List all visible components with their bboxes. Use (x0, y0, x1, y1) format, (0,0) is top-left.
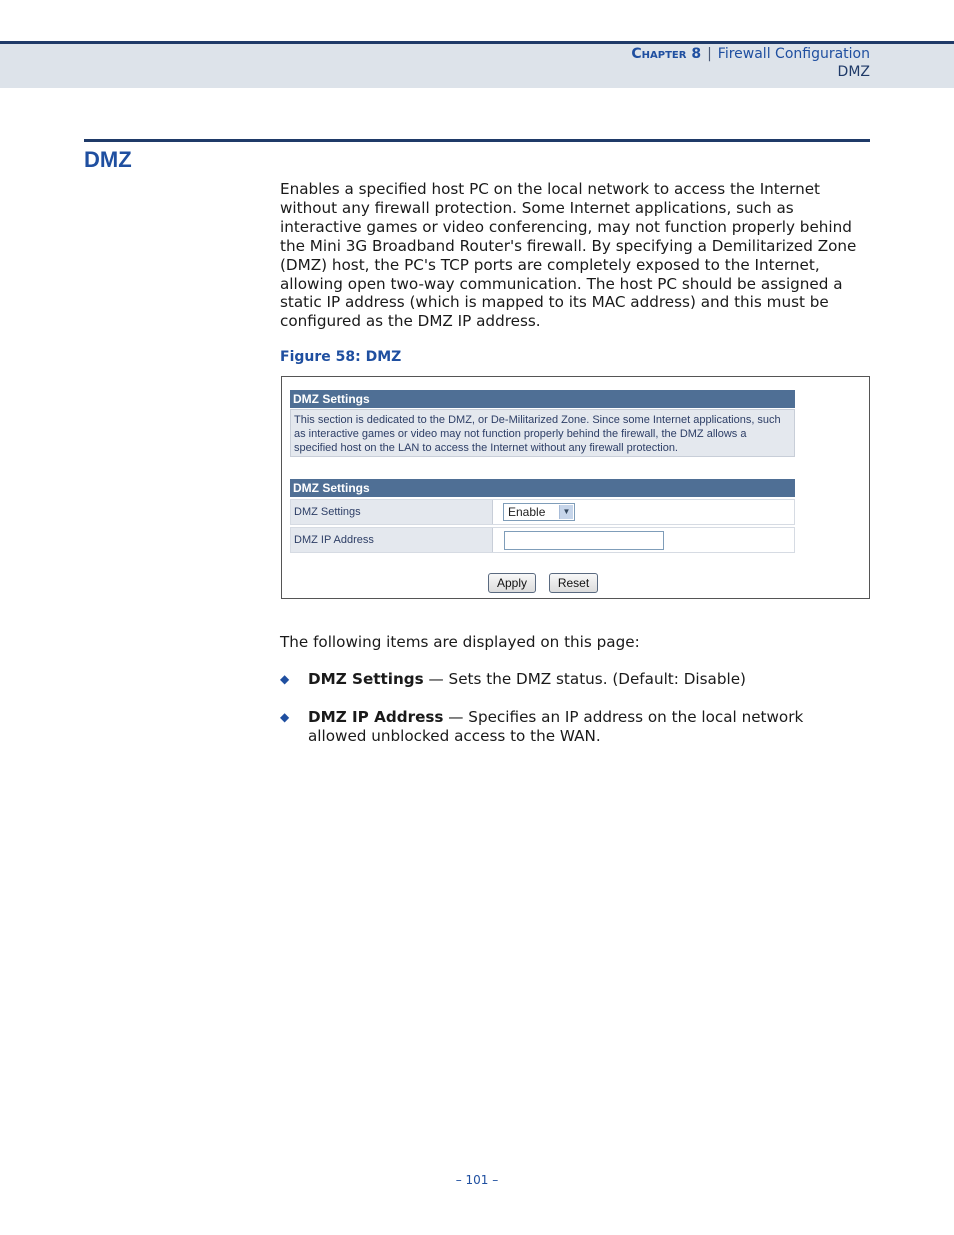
panel-header-settings: DMZ Settings (290, 479, 795, 497)
dmz-ip-input[interactable] (504, 531, 664, 550)
section-title: DMZ (84, 147, 132, 172)
chevron-down-icon[interactable]: ▼ (559, 505, 573, 519)
list-item-text (308, 670, 848, 689)
diamond-bullet-icon: ◆ (280, 710, 290, 724)
intro-paragraph: Enables a specified host PC on the local network to access the Internet without any firewall protection. Some Internet applications, such as interactive games or video conferencing, may not function properly behind the Mini 3G Broadband Router's firewall. By specifying a Demilitarized Zone (DMZ) host, the PC's TCP ports are completely exposed to the Internet, allowing open two-way communication. The host PC should be assigned a static IP address (which is mapped to its MAC address) and this must be configured as the DMZ IP address. (280, 180, 857, 331)
dmz-ip-label: DMZ IP Address (291, 528, 493, 552)
running-header-section: DMZ (837, 64, 870, 80)
page-number: – 101 – (455, 1173, 499, 1187)
header-separator: | (707, 46, 712, 62)
dmz-figure-screenshot (281, 376, 870, 599)
item-desc: — Specifies an IP address on the local network allowed unblocked access to the WAN. (308, 708, 804, 745)
chapter-label: Chapter 8 (631, 46, 702, 62)
dmz-ip-row (290, 527, 795, 553)
item-desc: — Sets the DMZ status. (Default: Disable) (423, 670, 746, 688)
section-rule (84, 139, 870, 142)
dmz-settings-label: DMZ Settings (291, 500, 493, 524)
figure-caption: Figure 58: DMZ (280, 349, 402, 365)
list-item-text (308, 708, 848, 746)
dmz-settings-value: Enable (508, 505, 546, 519)
item-term: DMZ Settings (308, 670, 424, 688)
diamond-bullet-icon: ◆ (280, 672, 290, 686)
panel-header-info: DMZ Settings (290, 390, 795, 408)
items-intro: The following items are displayed on this page: (280, 633, 640, 651)
dmz-settings-select[interactable] (503, 503, 575, 521)
chapter-title: Firewall Configuration (717, 46, 870, 62)
reset-button[interactable]: Reset (549, 573, 598, 593)
panel-description: This section is dedicated to the DMZ, or De-Militarized Zone. Since some Internet applications, such as interactive games or video may not function properly behind the firewall, the DMZ allows a specified host on the LAN to access the Internet without any firewall protection. (290, 409, 795, 457)
item-term: DMZ IP Address (308, 708, 444, 726)
apply-button[interactable]: Apply (488, 573, 536, 593)
dmz-settings-row (290, 499, 795, 525)
running-header (631, 46, 870, 62)
